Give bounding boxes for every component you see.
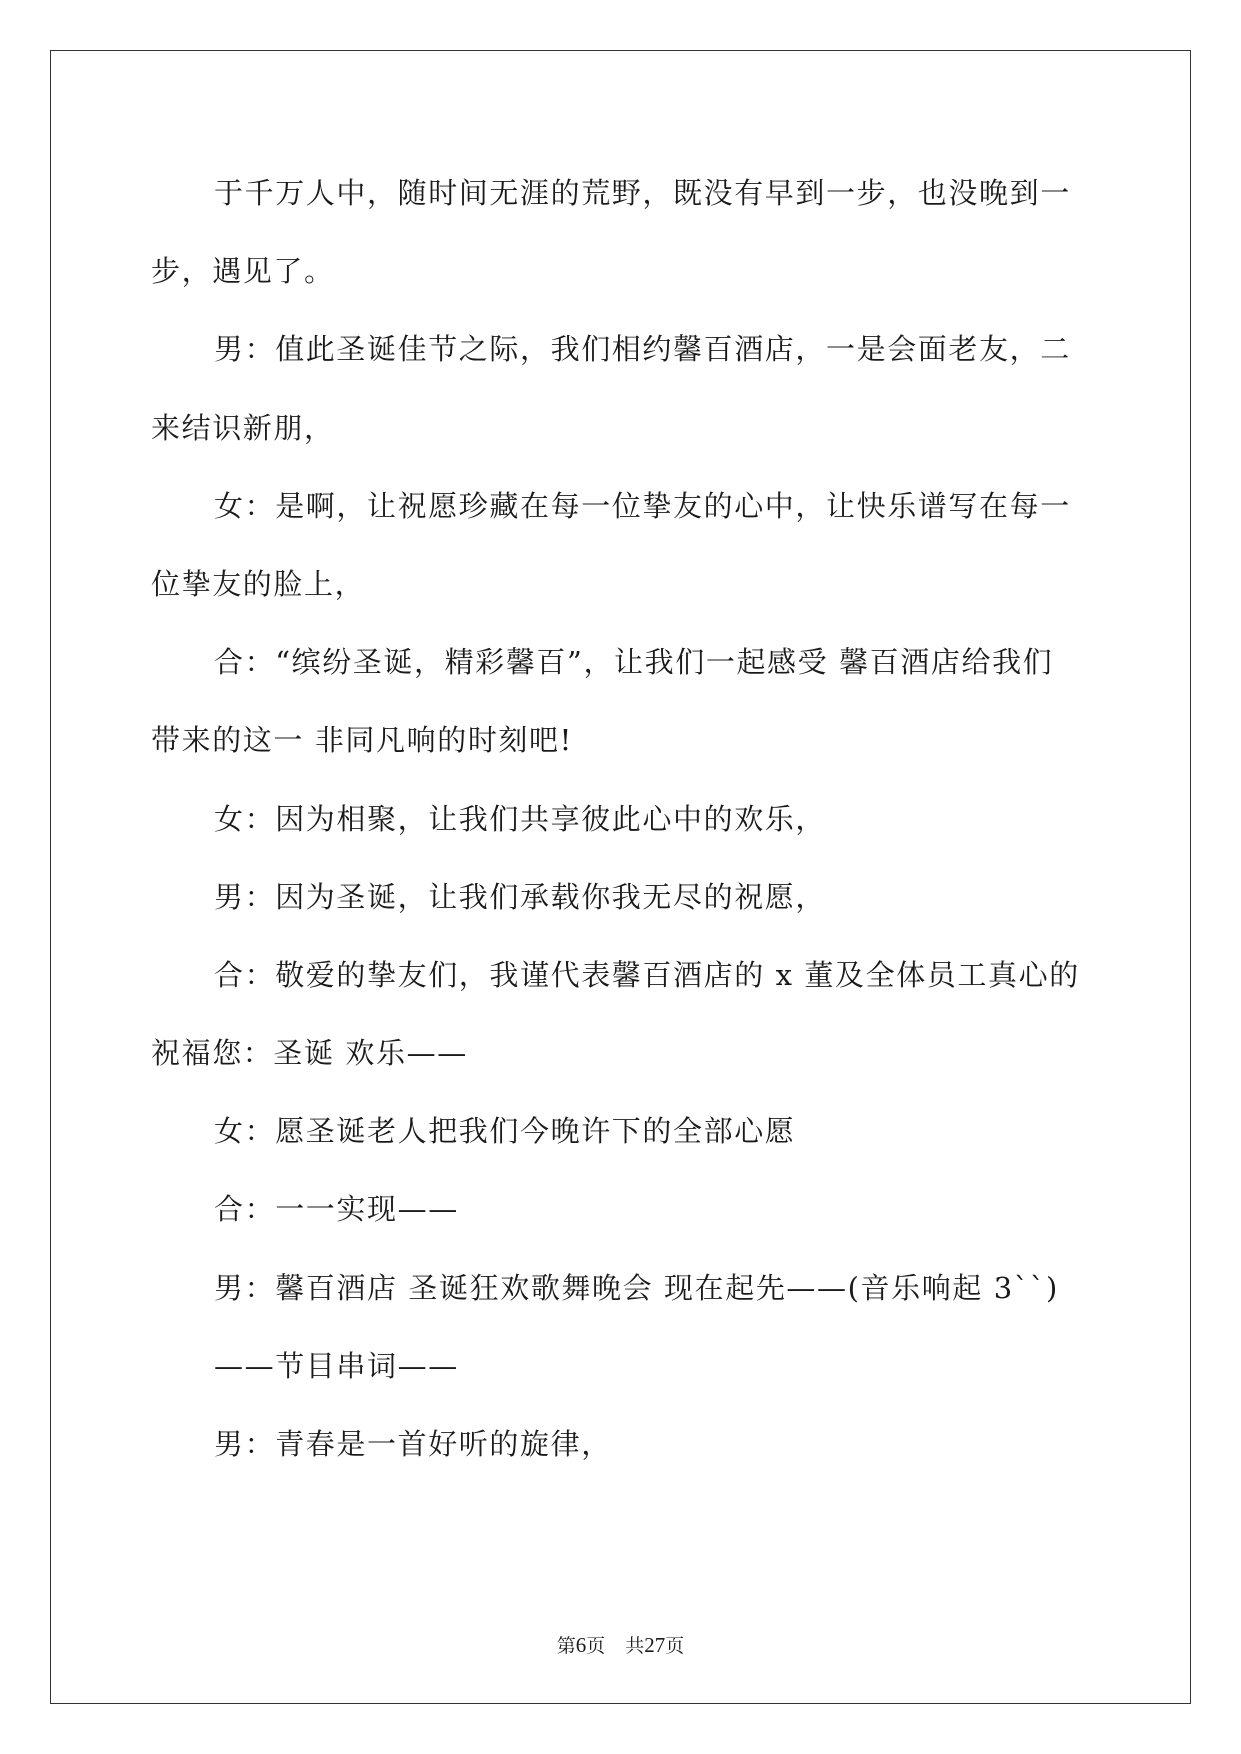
paragraph-line: 女：因为相聚，让我们共享彼此心中的欢乐， [214,801,827,836]
document-body [151,163,1096,1492]
paragraph-line: ——节目串词—— [214,1348,459,1383]
paragraph-line: 女：是啊，让祝愿珍藏在每一位挚友的心中，让快乐谱写在每一 [214,488,1071,523]
total-prefix: 共 [625,1635,645,1657]
page-number: 6 [575,1633,587,1657]
paragraph-line: 步，遇见了。 [151,254,335,289]
paragraph-line: 位挚友的脸上， [151,566,366,601]
paragraph-line: 祝福您：圣诞 欢乐—— [151,1036,468,1071]
paragraph-line: 合：一一实现—— [214,1192,459,1227]
paragraph-line: 合：“缤纷圣诞，精彩馨百”，让我们一起感受 馨百酒店给我们 [214,645,1054,680]
paragraph-line: 带来的这一 非同凡响的时刻吧! [151,723,573,758]
paragraph-line: 男：值此圣诞佳节之际，我们相约馨百酒店，一是会面老友，二 [214,332,1071,367]
page-prefix: 第 [556,1635,576,1657]
total-suffix: 页 [665,1635,685,1657]
paragraph-line: 男：馨百酒店 圣诞狂欢歌舞晚会 现在起先——(音乐响起 3``) [214,1270,1059,1305]
page-footer [0,1630,1241,1661]
total-pages: 27 [644,1633,666,1657]
paragraph-line: 合：敬爱的挚友们，我谨代表馨百酒店的 x 董及全体员工真心的 [214,957,1080,992]
paragraph-line: 男：青春是一首好听的旋律， [214,1427,612,1461]
paragraph-line: 来结识新朋， [151,410,335,445]
page-suffix: 页 [586,1635,606,1657]
paragraph-line: 于千万人中，随时间无涯的荒野，既没有早到一步，也没晚到一 [214,176,1071,210]
paragraph-line: 女：愿圣诞老人把我们今晚许下的全部心愿 [214,1114,796,1149]
paragraph-line: 男：因为圣诞，让我们承载你我无尽的祝愿， [214,879,827,914]
